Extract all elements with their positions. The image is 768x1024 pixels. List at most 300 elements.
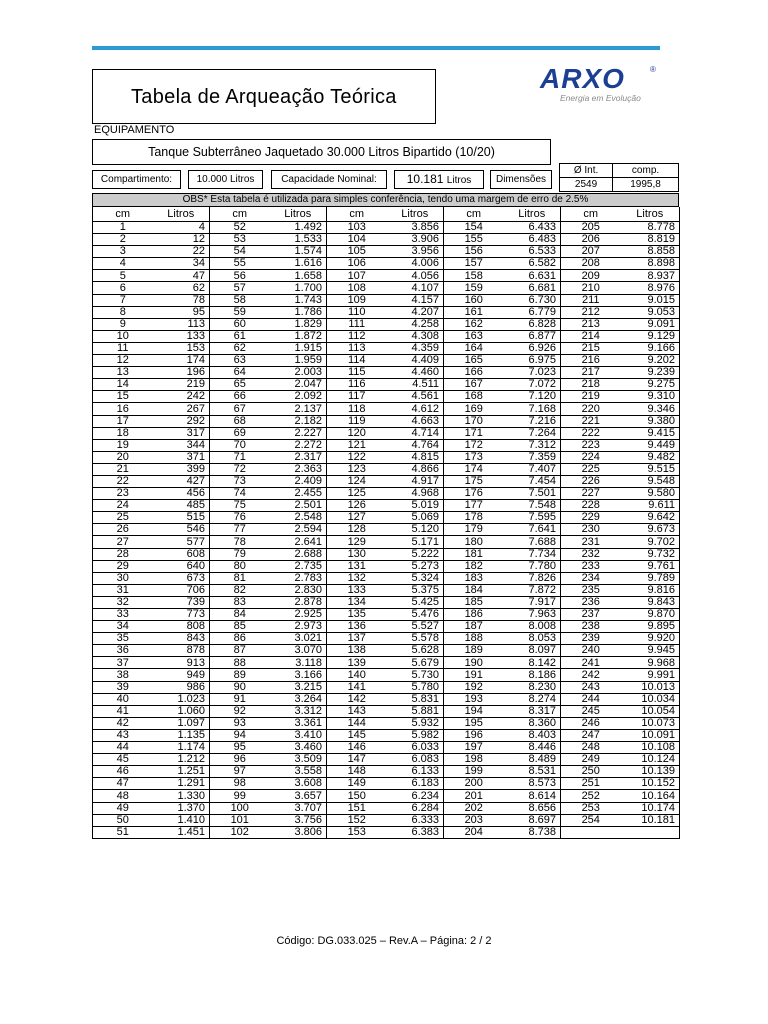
cm-cell: 130: [327, 548, 387, 560]
col-header: Litros: [621, 207, 680, 222]
litros-cell: 12: [153, 234, 210, 246]
cm-cell: 144: [327, 717, 387, 729]
col-header: Litros: [270, 207, 327, 222]
cm-cell: 232: [561, 548, 621, 560]
cm-cell: 190: [444, 657, 504, 669]
litros-cell: 6.483: [504, 234, 561, 246]
cm-cell: 127: [327, 512, 387, 524]
litros-cell: 2.317: [270, 451, 327, 463]
cm-cell: 173: [444, 451, 504, 463]
cm-cell: 242: [561, 669, 621, 681]
litros-cell: 4.866: [387, 463, 444, 475]
table-row: [93, 258, 680, 270]
cm-cell: 181: [444, 548, 504, 560]
table-row: [93, 475, 680, 487]
litros-cell: 1.451: [153, 826, 210, 838]
cm-cell: 85: [210, 621, 270, 633]
dimensions-table: [559, 163, 679, 192]
litros-cell: 8.446: [504, 742, 561, 754]
cm-cell: 70: [210, 439, 270, 451]
cm-cell: 9: [93, 318, 153, 330]
litros-cell: 4.056: [387, 270, 444, 282]
litros-cell: 5.679: [387, 657, 444, 669]
litros-cell: 5.069: [387, 512, 444, 524]
cm-cell: 95: [210, 742, 270, 754]
litros-cell: 4.308: [387, 330, 444, 342]
cm-cell: 133: [327, 584, 387, 596]
cm-cell: 11: [93, 342, 153, 354]
litros-cell: 8.097: [504, 645, 561, 657]
litros-cell: 6.779: [504, 306, 561, 318]
litros-cell: 5.324: [387, 572, 444, 584]
table-row: [93, 766, 680, 778]
cm-cell: 224: [561, 451, 621, 463]
litros-cell: 4.511: [387, 379, 444, 391]
col-header: cm: [444, 207, 504, 222]
table-row: [93, 560, 680, 572]
table-row: [93, 524, 680, 536]
gauging-table: [92, 207, 680, 839]
litros-cell: 3.657: [270, 790, 327, 802]
cm-cell: 123: [327, 463, 387, 475]
litros-cell: 4: [153, 222, 210, 234]
cm-cell: 62: [210, 342, 270, 354]
cm-cell: 249: [561, 754, 621, 766]
cm-cell: 110: [327, 306, 387, 318]
litros-cell: 4.612: [387, 403, 444, 415]
cm-cell: 151: [327, 802, 387, 814]
observation-note: OBS* Esta tabela é utilizada para simples conferência, tendo uma margem de erro de 2.5%: [92, 193, 679, 207]
table-row: [93, 306, 680, 318]
cm-cell: 72: [210, 463, 270, 475]
litros-cell: 9.920: [621, 633, 680, 645]
litros-cell: 6.631: [504, 270, 561, 282]
cm-cell: 78: [210, 536, 270, 548]
cm-cell: 136: [327, 621, 387, 633]
table-row: [93, 584, 680, 596]
cm-cell: 4: [93, 258, 153, 270]
litros-cell: 949: [153, 669, 210, 681]
cm-cell: 194: [444, 705, 504, 717]
litros-cell: 10.124: [621, 754, 680, 766]
litros-cell: 9.945: [621, 645, 680, 657]
cm-cell: 176: [444, 488, 504, 500]
litros-cell: 3.460: [270, 742, 327, 754]
litros-cell: 242: [153, 391, 210, 403]
litros-cell: 10.013: [621, 681, 680, 693]
table-row: [93, 681, 680, 693]
litros-cell: 4.207: [387, 306, 444, 318]
cm-cell: 250: [561, 766, 621, 778]
cm-cell: 237: [561, 609, 621, 621]
litros-cell: 3.264: [270, 693, 327, 705]
litros-cell: 3.756: [270, 814, 327, 826]
col-header: Litros: [387, 207, 444, 222]
litros-cell: 2.594: [270, 524, 327, 536]
cm-cell: 145: [327, 729, 387, 741]
cm-cell: 152: [327, 814, 387, 826]
litros-cell: 1.658: [270, 270, 327, 282]
cm-cell: 93: [210, 717, 270, 729]
table-row: [93, 633, 680, 645]
cm-cell: 56: [210, 270, 270, 282]
cm-cell: 245: [561, 705, 621, 717]
cm-cell: 20: [93, 451, 153, 463]
cm-cell: 69: [210, 427, 270, 439]
litros-cell: 1.174: [153, 742, 210, 754]
litros-cell: 8.489: [504, 754, 561, 766]
cm-cell: 254: [561, 814, 621, 826]
litros-cell: 1.135: [153, 729, 210, 741]
cm-cell: 84: [210, 609, 270, 621]
cm-cell: 25: [93, 512, 153, 524]
litros-cell: 8.738: [504, 826, 561, 838]
table-row: [93, 717, 680, 729]
cm-cell: 47: [93, 778, 153, 790]
litros-cell: 9.239: [621, 367, 680, 379]
table-row: [93, 355, 680, 367]
litros-cell: 7.501: [504, 488, 561, 500]
cm-cell: 35: [93, 633, 153, 645]
cm-cell: 206: [561, 234, 621, 246]
cm-cell: 36: [93, 645, 153, 657]
cm-cell: 164: [444, 342, 504, 354]
litros-cell: 9.642: [621, 512, 680, 524]
litros-cell: 4.815: [387, 451, 444, 463]
litros-cell: 8.858: [621, 246, 680, 258]
litros-cell: 9.275: [621, 379, 680, 391]
litros-cell: 1.872: [270, 330, 327, 342]
cm-cell: 18: [93, 427, 153, 439]
table-row: [93, 367, 680, 379]
cm-cell: 155: [444, 234, 504, 246]
litros-cell: 8.656: [504, 802, 561, 814]
cm-cell: 229: [561, 512, 621, 524]
cm-cell: 253: [561, 802, 621, 814]
litros-cell: 1.023: [153, 693, 210, 705]
cm-cell: 112: [327, 330, 387, 342]
litros-cell: 9.380: [621, 415, 680, 427]
litros-cell: 344: [153, 439, 210, 451]
litros-cell: 6.033: [387, 742, 444, 754]
litros-cell: 9.968: [621, 657, 680, 669]
litros-cell: 8.976: [621, 282, 680, 294]
litros-cell: 1.330: [153, 790, 210, 802]
cm-cell: 192: [444, 681, 504, 693]
litros-cell: 2.003: [270, 367, 327, 379]
litros-cell: 5.171: [387, 536, 444, 548]
table-row: [93, 294, 680, 306]
dim-comp-label: comp.: [613, 164, 679, 178]
table-row: [93, 596, 680, 608]
litros-cell: 515: [153, 512, 210, 524]
litros-cell: 9.789: [621, 572, 680, 584]
cm-cell: 48: [93, 790, 153, 802]
cm-cell: 13: [93, 367, 153, 379]
cm-cell: 150: [327, 790, 387, 802]
cm-cell: 168: [444, 391, 504, 403]
table-row: [93, 234, 680, 246]
litros-cell: 3.166: [270, 669, 327, 681]
litros-cell: 1.370: [153, 802, 210, 814]
cm-cell: 154: [444, 222, 504, 234]
table-row: [93, 415, 680, 427]
litros-cell: 608: [153, 548, 210, 560]
litros-cell: 2.272: [270, 439, 327, 451]
litros-cell: 10.073: [621, 717, 680, 729]
cm-cell: 202: [444, 802, 504, 814]
dim-comp-value: 1995,8: [613, 178, 679, 192]
cm-cell: 68: [210, 415, 270, 427]
cm-cell: 15: [93, 391, 153, 403]
table-body: [93, 222, 680, 839]
litros-cell: 8.230: [504, 681, 561, 693]
cm-cell: 26: [93, 524, 153, 536]
cm-cell: 246: [561, 717, 621, 729]
cm-cell: 213: [561, 318, 621, 330]
cm-cell: 27: [93, 536, 153, 548]
litros-cell: 7.963: [504, 609, 561, 621]
cm-cell: 43: [93, 729, 153, 741]
cm-cell: 205: [561, 222, 621, 234]
litros-cell: 7.917: [504, 596, 561, 608]
cm-cell: 135: [327, 609, 387, 621]
litros-cell: 9.091: [621, 318, 680, 330]
cm-cell: 183: [444, 572, 504, 584]
cm-cell: 126: [327, 500, 387, 512]
litros-cell: [621, 826, 680, 838]
cm-cell: 129: [327, 536, 387, 548]
litros-cell: 3.312: [270, 705, 327, 717]
capacity-box: [394, 170, 484, 189]
cm-cell: 63: [210, 355, 270, 367]
cm-cell: 19: [93, 439, 153, 451]
dim-int-value: 2549: [560, 178, 613, 192]
litros-cell: 9.816: [621, 584, 680, 596]
litros-cell: 5.578: [387, 633, 444, 645]
litros-cell: 7.312: [504, 439, 561, 451]
litros-cell: 153: [153, 342, 210, 354]
litros-cell: 9.732: [621, 548, 680, 560]
cm-cell: 239: [561, 633, 621, 645]
litros-cell: 6.183: [387, 778, 444, 790]
litros-cell: 8.142: [504, 657, 561, 669]
litros-cell: 3.361: [270, 717, 327, 729]
litros-cell: 4.460: [387, 367, 444, 379]
litros-cell: 9.991: [621, 669, 680, 681]
cm-cell: 160: [444, 294, 504, 306]
litros-cell: 4.663: [387, 415, 444, 427]
litros-cell: 7.780: [504, 560, 561, 572]
cm-cell: 1: [93, 222, 153, 234]
cm-cell: 3: [93, 246, 153, 258]
cm-cell: 178: [444, 512, 504, 524]
table-row: [93, 427, 680, 439]
cm-cell: 117: [327, 391, 387, 403]
cm-cell: 201: [444, 790, 504, 802]
cm-cell: 207: [561, 246, 621, 258]
cm-cell: 214: [561, 330, 621, 342]
litros-cell: 4.714: [387, 427, 444, 439]
table-row: [93, 282, 680, 294]
cm-cell: 141: [327, 681, 387, 693]
litros-cell: 6.975: [504, 355, 561, 367]
cm-cell: 31: [93, 584, 153, 596]
table-row: [93, 705, 680, 717]
litros-cell: 10.139: [621, 766, 680, 778]
cm-cell: 7: [93, 294, 153, 306]
cm-cell: 140: [327, 669, 387, 681]
cm-cell: 104: [327, 234, 387, 246]
cm-cell: 170: [444, 415, 504, 427]
litros-cell: 1.959: [270, 355, 327, 367]
litros-cell: 8.274: [504, 693, 561, 705]
cm-cell: 108: [327, 282, 387, 294]
litros-cell: 1.616: [270, 258, 327, 270]
cm-cell: 89: [210, 669, 270, 681]
litros-cell: 3.215: [270, 681, 327, 693]
table-row: [93, 463, 680, 475]
cm-cell: 32: [93, 596, 153, 608]
cm-cell: 143: [327, 705, 387, 717]
cm-cell: 177: [444, 500, 504, 512]
cm-cell: 42: [93, 717, 153, 729]
capacity-value: 10.181: [406, 172, 444, 186]
litros-cell: 3.118: [270, 657, 327, 669]
table-row: [93, 802, 680, 814]
litros-cell: 5.527: [387, 621, 444, 633]
litros-cell: 7.826: [504, 572, 561, 584]
litros-cell: 1.743: [270, 294, 327, 306]
cm-cell: 10: [93, 330, 153, 342]
cm-cell: 105: [327, 246, 387, 258]
table-row: [93, 609, 680, 621]
cm-cell: 209: [561, 270, 621, 282]
table-row: [93, 488, 680, 500]
litros-cell: 5.019: [387, 500, 444, 512]
litros-cell: 8.697: [504, 814, 561, 826]
table-row: [93, 548, 680, 560]
litros-cell: 10.034: [621, 693, 680, 705]
cm-cell: 191: [444, 669, 504, 681]
cm-cell: 233: [561, 560, 621, 572]
cm-cell: 179: [444, 524, 504, 536]
litros-cell: 371: [153, 451, 210, 463]
table-row: [93, 778, 680, 790]
litros-cell: 4.561: [387, 391, 444, 403]
cm-cell: 24: [93, 500, 153, 512]
litros-cell: 1.410: [153, 814, 210, 826]
cm-cell: 230: [561, 524, 621, 536]
litros-cell: 2.878: [270, 596, 327, 608]
cm-cell: 122: [327, 451, 387, 463]
table-row: [93, 693, 680, 705]
litros-cell: 9.202: [621, 355, 680, 367]
table-row: [93, 742, 680, 754]
cm-cell: 58: [210, 294, 270, 306]
litros-cell: 6.681: [504, 282, 561, 294]
litros-cell: 9.515: [621, 463, 680, 475]
litros-cell: 5.273: [387, 560, 444, 572]
litros-cell: 4.006: [387, 258, 444, 270]
litros-cell: 292: [153, 415, 210, 427]
cm-cell: 221: [561, 415, 621, 427]
table-row: [93, 500, 680, 512]
litros-cell: 10.152: [621, 778, 680, 790]
cm-cell: 222: [561, 427, 621, 439]
cm-cell: 73: [210, 475, 270, 487]
cm-cell: 59: [210, 306, 270, 318]
litros-cell: 22: [153, 246, 210, 258]
litros-cell: 9.843: [621, 596, 680, 608]
cm-cell: 67: [210, 403, 270, 415]
litros-cell: 6.333: [387, 814, 444, 826]
litros-cell: 10.181: [621, 814, 680, 826]
arxo-logo: [538, 62, 660, 106]
cm-cell: 29: [93, 560, 153, 572]
litros-cell: 3.906: [387, 234, 444, 246]
cm-cell: 2: [93, 234, 153, 246]
col-header: Litros: [153, 207, 210, 222]
cm-cell: 241: [561, 657, 621, 669]
litros-cell: 1.251: [153, 766, 210, 778]
cm-cell: 17: [93, 415, 153, 427]
cm-cell: 121: [327, 439, 387, 451]
cm-cell: 134: [327, 596, 387, 608]
litros-cell: 5.982: [387, 729, 444, 741]
litros-cell: 1.291: [153, 778, 210, 790]
cm-cell: 197: [444, 742, 504, 754]
table-row: [93, 645, 680, 657]
litros-cell: 2.501: [270, 500, 327, 512]
cm-cell: 186: [444, 609, 504, 621]
litros-cell: 9.166: [621, 342, 680, 354]
cm-cell: 75: [210, 500, 270, 512]
cm-cell: 227: [561, 488, 621, 500]
litros-cell: 739: [153, 596, 210, 608]
table-row: [93, 621, 680, 633]
cm-cell: 57: [210, 282, 270, 294]
cm-cell: 217: [561, 367, 621, 379]
cm-cell: 98: [210, 778, 270, 790]
cm-cell: 23: [93, 488, 153, 500]
cm-cell: 38: [93, 669, 153, 681]
dim-int-label: Ø Int.: [560, 164, 613, 178]
table-row: [93, 451, 680, 463]
litros-cell: 7.454: [504, 475, 561, 487]
logo-text: ARXO: [540, 63, 625, 94]
litros-cell: 4.409: [387, 355, 444, 367]
litros-cell: 9.482: [621, 451, 680, 463]
cm-cell: 64: [210, 367, 270, 379]
litros-cell: 485: [153, 500, 210, 512]
cm-cell: 111: [327, 318, 387, 330]
litros-cell: 8.360: [504, 717, 561, 729]
litros-cell: 7.359: [504, 451, 561, 463]
table-header-row: [93, 207, 680, 222]
cm-cell: 131: [327, 560, 387, 572]
cm-cell: 124: [327, 475, 387, 487]
litros-cell: 427: [153, 475, 210, 487]
litros-cell: 6.383: [387, 826, 444, 838]
litros-cell: 546: [153, 524, 210, 536]
cm-cell: 165: [444, 355, 504, 367]
table-row: [93, 330, 680, 342]
litros-cell: 9.580: [621, 488, 680, 500]
litros-cell: 2.092: [270, 391, 327, 403]
cm-cell: 82: [210, 584, 270, 596]
litros-cell: 6.533: [504, 246, 561, 258]
